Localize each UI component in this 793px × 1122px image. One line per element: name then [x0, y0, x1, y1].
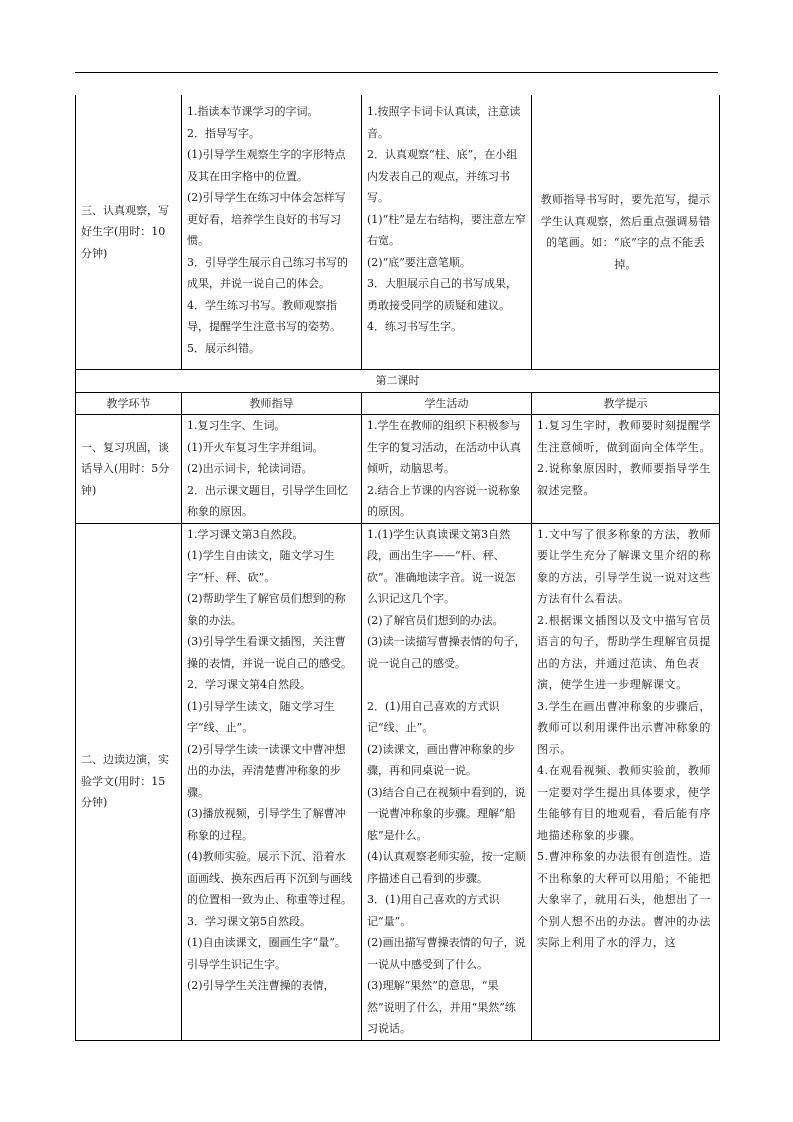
lesson-plan-table [75, 95, 720, 1041]
list-item: (3)结合自己在视频中看到的，说一说曹冲称象的步骤。理解“船舷”是什么。 [367, 785, 526, 842]
list-item: (3)理解“果然”的意思，“果然”说明了什么，并用“果然”练习说话。 [367, 979, 516, 1035]
list-item: 4.在观看视频、教师实验前，教师一定要对学生提出具体要求，使学生能够有目的地观看，看后能有序地描述称象的步骤。 [537, 764, 712, 842]
list-item: 2．学习课文第4自然段。 [187, 678, 311, 691]
table-row-review [76, 415, 720, 524]
list-item: 4．学生练习书写。教师观察指导，提醒学生注意书写的姿势。 [187, 298, 341, 333]
section-title: 第二课时 [76, 370, 720, 393]
list-item: 5.曹冲称象的办法很有创造性。造不出称象的大秤可以用船；不能把大象宰了，就用石头，他想出了一个别人想不出的办法。曹冲的办法实际上利用了水的浮力，这 [537, 850, 712, 949]
list-item: 1.学习课文第3自然段。 [187, 527, 304, 541]
list-item: (3)引导学生看课文插图，关注曹操的表情，并说一说自己的感受。 [187, 635, 352, 670]
column-header: 教学提示 [532, 392, 720, 415]
stage-text: 二、边读边演，实验学文(用时：15分钟) [81, 753, 169, 810]
list-item: 3．(1)用自己喜欢的方式识记“量”。 [367, 893, 500, 928]
column-header-row [76, 392, 720, 415]
list-item: (2)了解官员们想到的办法。 [367, 613, 504, 627]
list-item: 1.复习生字时，教师要时刻提醒学生注意倾听，做到面向全体学生。 [537, 419, 712, 454]
list-item: 3．大胆展示自己的书写成果，勇敢接受同学的质疑和建议。 [367, 277, 517, 312]
list-item: (1)“柱”是左右结构，要注意左窄右宽。 [367, 212, 526, 247]
list-item: 2．指导写字。 [187, 126, 260, 140]
page-header-rule [75, 72, 718, 73]
tip-text: 教师指导书写时，要先范写，提示学生认真观察，然后重点强调易错的笔画。如：“底”字的点不能丢掉。 [540, 193, 711, 271]
list-item: (2)出示词卡，轮读词语。 [187, 462, 313, 475]
stage-cell [76, 95, 182, 370]
list-item: 5．展示纠错。 [187, 341, 260, 355]
stage-cell [76, 523, 182, 1040]
teaching-tip-cell [532, 415, 720, 524]
list-item: 1.(1)学生认真读课文第3自然段，画出生字——“杆、秤、砍”。准确地读字音。说一说怎么识记这几个字。 [367, 527, 516, 605]
list-item: (4)认真观察老师实验，按一定顺序描述自己看到的步骤。 [367, 850, 526, 885]
list-item: (1)引导学生观察生字的字形特点及其在田字格中的位置。 [187, 148, 346, 183]
column-header: 教师指导 [182, 392, 362, 415]
list-item: (1)学生自由读文，随文学习生字“杆、秤、砍”。 [187, 549, 335, 584]
student-activity-cell [362, 95, 532, 370]
table-row-writing-practice [76, 95, 720, 370]
stage-text: 三、认真观察，写好生字(用时：10分钟) [81, 203, 169, 260]
list-item: 2．出示课文题目，引导学生回忆称象的原因。 [187, 483, 348, 518]
list-item: (1)自由读课文，圈画生字“量”。引导学生识记生字。 [187, 936, 346, 971]
list-item: 1.指读本节课学习的字词。 [187, 105, 319, 118]
student-activity-cell [362, 523, 532, 1040]
list-item: (2)读课文，画出曹冲称象的步骤，再和同桌说一说。 [367, 742, 515, 777]
list-item: 2．认真观察“柱、底”，在小组内发表自己的观点，并练习书写。 [367, 148, 518, 204]
list-item: (4)教师实验。展示下沉、沿着水面画线、换东西后再下沉到与画线的位置相一致为止、称重等过程。 [187, 850, 352, 906]
stage-text: 一、复习巩固，谈话导入(用时：5分钟) [81, 440, 170, 497]
list-item: (3)播放视频，引导学生了解曹冲称象的过程。 [187, 807, 346, 842]
list-item: (1)引导学生读文，随文学习生字“线、止”。 [187, 699, 335, 734]
teaching-tip-cell [532, 95, 720, 370]
teacher-guidance-cell [182, 415, 362, 524]
stage-cell [76, 415, 182, 524]
list-item: 1.学生在教师的组织下积极参与生字的复习活动，在活动中认真倾听，动脑思考。 [367, 419, 521, 475]
teacher-guidance-cell [182, 523, 362, 1040]
list-item: (2)画出描写曹操表情的句子，说一说从中感受到了什么。 [367, 936, 526, 971]
list-item: 1.按照字卡词卡认真读，注意读音。 [367, 105, 521, 140]
teaching-tip-cell [532, 523, 720, 1040]
list-item: 2．(1)用自己喜欢的方式识记“线、止”。 [367, 699, 500, 734]
list-item: 2.结合上节课的内容说一说称象的原因。 [367, 483, 521, 518]
list-item: 2.根据课文插图以及文中描写官员语言的句子，帮助学生理解官员提出的方法，并通过范读、角色表演，使学生进一步理解课文。 [537, 613, 712, 691]
list-item: 4．练习书写生字。 [367, 320, 462, 333]
list-item: (1)开火车复习生字并组词。 [187, 440, 324, 454]
list-item: 3．学习课文第5自然段。 [187, 914, 311, 928]
list-item: (2)引导学生读一读课文中曹冲想出的办法，弄清楚曹冲称象的步骤。 [187, 742, 346, 799]
student-activity-cell [362, 415, 532, 524]
column-header: 学生活动 [362, 392, 532, 415]
list-item: (3)读一读描写曹操表情的句子，说一说自己的感受。 [367, 635, 526, 670]
list-item: 3．引导学生展示自己练习书写的成果，并说一说自己的体会。 [187, 255, 348, 290]
spacer-line [367, 674, 526, 696]
table-row-read-act [76, 523, 720, 1040]
teacher-guidance-cell [182, 95, 362, 370]
section-title-row [76, 370, 720, 393]
list-item: (2)引导学生在练习中体会怎样写更好看，培养学生良好的书写习惯。 [187, 191, 346, 247]
list-item: (2)引导学生关注曹操的表情， [187, 979, 335, 992]
list-item: 3.学生在画出曹冲称象的步骤后，教师可以利用课件出示曹冲称象的图示。 [537, 699, 712, 756]
column-header: 教学环节 [76, 392, 182, 415]
list-item: 2.说称象原因时，教师要指导学生叙述完整。 [537, 462, 712, 497]
list-item: 1.复习生字、生词。 [187, 419, 286, 432]
list-item: (2)帮助学生了解官员们想到的称象的办法。 [187, 592, 346, 627]
list-item: 1.文中写了很多称象的方法，教师要让学生充分了解课文里介绍的称象的方法，引导学生说一说对这些方法有什么看法。 [537, 527, 712, 605]
list-item: (2)“底”要注意笔顺。 [367, 255, 471, 269]
